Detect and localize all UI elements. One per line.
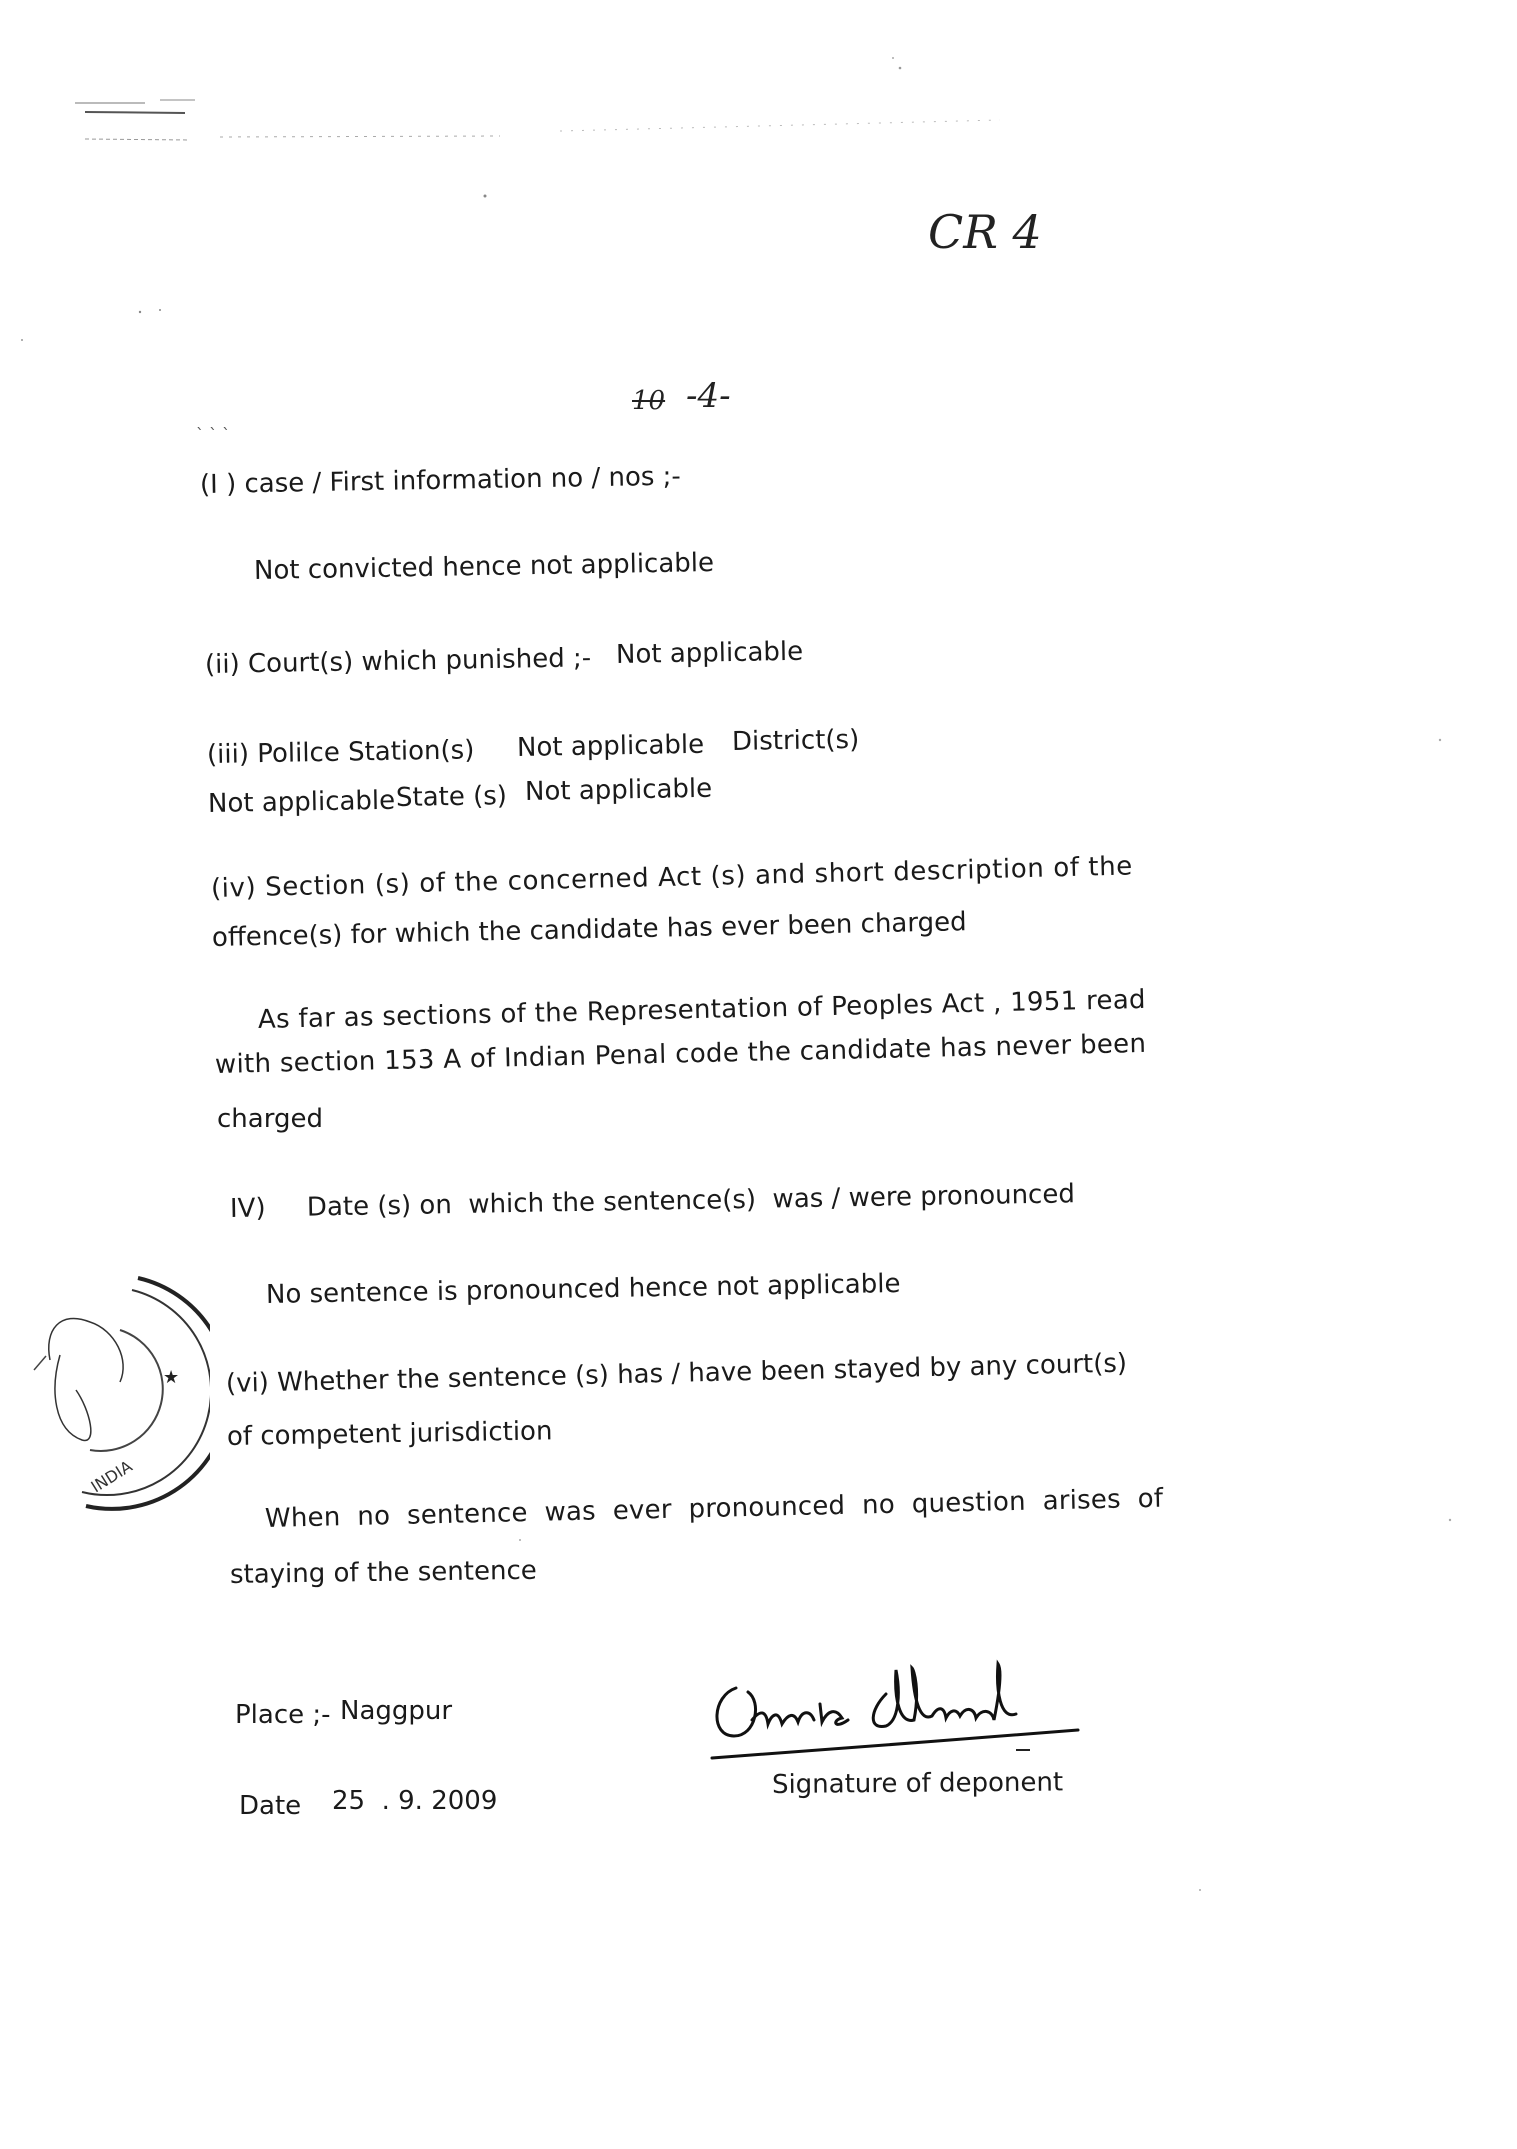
signature <box>700 1640 1100 1760</box>
item-vi-line2: of competent jurisdiction <box>226 1416 553 1452</box>
svg-text:★: ★ <box>163 1367 180 1388</box>
item-iv-line1: (iv) Section (s) of the concerned Act (s) and short description of the <box>210 851 1134 904</box>
item-vi-answer-line2: staying of the sentence <box>229 1555 537 1590</box>
item-vi-line1: (vi) Whether the sentence (s) has / have been stayed by any court(s) <box>225 1348 1128 1399</box>
place-value: Naggpur <box>340 1696 453 1726</box>
item-ii-label: (ii) Court(s) which punished ;- <box>204 643 592 680</box>
item-iii-police-value: Not applicable <box>516 729 705 763</box>
item-iii-district-value: Not applicable <box>207 785 396 819</box>
item-vi-answer-line1: When no sentence was ever pronounced no question arises of <box>264 1483 1164 1534</box>
place-label: Place ;- <box>235 1700 331 1730</box>
item-iii-district-label: District(s) <box>731 724 860 757</box>
item-iii-state-value: Not applicable <box>524 773 713 807</box>
tick-marks: ` ` ` <box>196 425 231 444</box>
item-iv-answer-line2: with section 153 A of Indian Penal code the candidate has never been <box>214 1028 1147 1080</box>
item-iii-label: (iii) Polilce Station(s) <box>206 735 475 770</box>
page-number: -4- <box>686 376 731 416</box>
seal-text: INDIA <box>87 1456 136 1497</box>
item-v-label: IV) Date (s) on which the sentence(s) was / were pronounced <box>229 1179 1076 1224</box>
page-number-struck: 10 <box>632 386 666 416</box>
item-iv-answer-line3: charged <box>217 1104 323 1134</box>
item-ii-answer: Not applicable <box>615 636 804 670</box>
date-label: Date <box>239 1791 302 1821</box>
handwritten-reference: CR 4 <box>928 205 1042 259</box>
date-value: 25 . 9. 2009 <box>332 1786 498 1816</box>
official-seal <box>20 1270 210 1520</box>
item-iii-state-label: State (s) <box>395 781 508 813</box>
item-i-label: (I ) case / First information no / nos ;- <box>199 461 682 500</box>
item-i-answer: Not convicted hence not applicable <box>253 547 715 586</box>
item-v-answer: No sentence is pronounced hence not applicable <box>265 1268 901 1310</box>
item-iv-line2: offence(s) for which the candidate has ever been charged <box>211 907 967 953</box>
item-iv-answer-line1: As far as sections of the Representation of Peoples Act , 1951 read <box>257 984 1147 1035</box>
signature-caption: Signature of deponent <box>771 1767 1064 1800</box>
